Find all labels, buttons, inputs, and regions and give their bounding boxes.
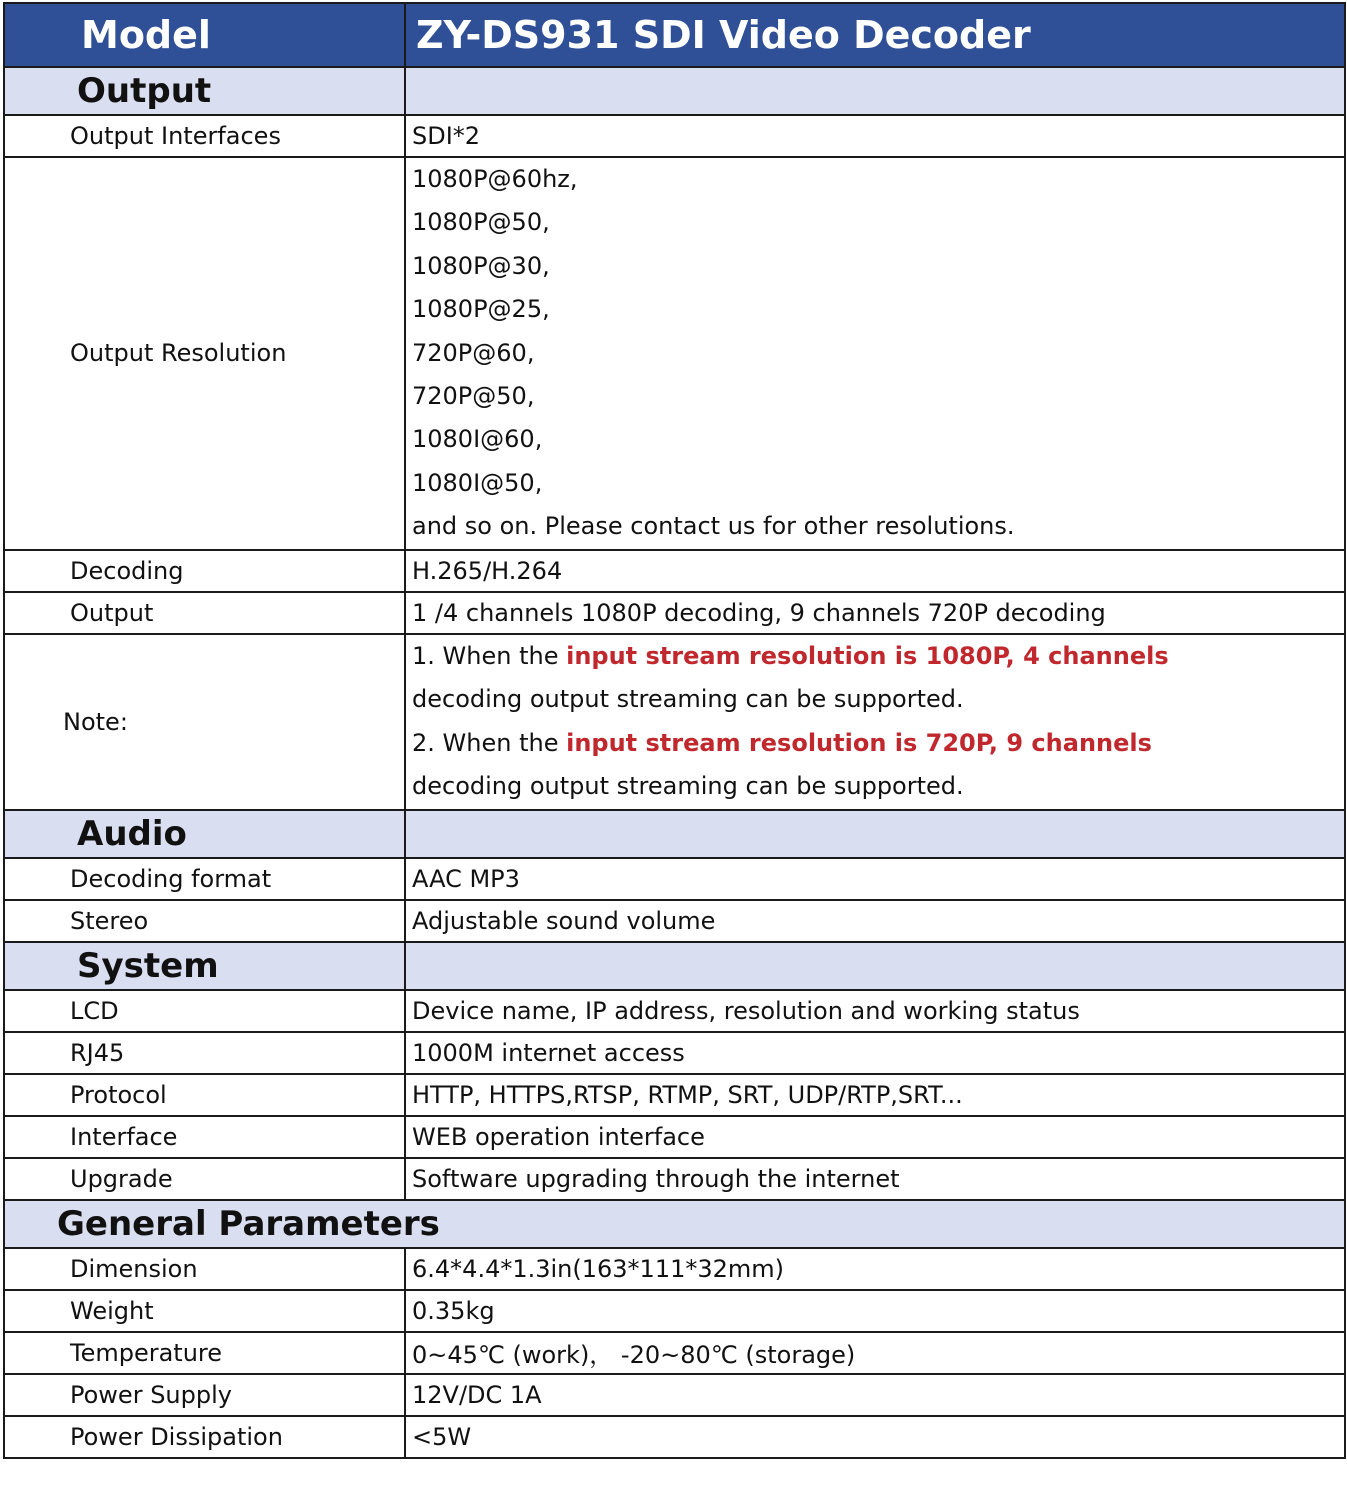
spec-value: 1000M internet access	[405, 1032, 1345, 1074]
spec-label: Power Dissipation	[4, 1416, 405, 1458]
spec-value: SDI*2	[405, 115, 1345, 157]
spec-label: Output Resolution	[4, 157, 405, 550]
spec-label: Note:	[4, 634, 405, 810]
section-title: General Parameters	[4, 1200, 1345, 1248]
spec-value: H.265/H.264	[405, 550, 1345, 592]
resolution-line: 1080I@50,	[412, 468, 543, 497]
spec-value: HTTP, HTTPS,RTSP, RTMP, SRT, UDP/RTP,SRT...	[405, 1074, 1345, 1116]
spec-label: Power Supply	[4, 1374, 405, 1416]
table-row	[4, 550, 1345, 592]
model-label: Model	[4, 3, 405, 67]
spec-value: 1 /4 channels 1080P decoding, 9 channels 720P decoding	[405, 592, 1345, 634]
spec-value: WEB operation interface	[405, 1116, 1345, 1158]
spec-value: <5W	[405, 1416, 1345, 1458]
spec-label: Interface	[4, 1116, 405, 1158]
table-row	[4, 1374, 1345, 1416]
table-row	[4, 900, 1345, 942]
note-text: 1. When the	[412, 641, 567, 670]
note-text: decoding output streaming can be supported.	[412, 685, 964, 714]
table-row	[4, 990, 1345, 1032]
spec-value: Adjustable sound volume	[405, 900, 1345, 942]
note-line	[412, 678, 1344, 722]
header-row	[4, 3, 1345, 67]
spec-label: Temperature	[4, 1332, 405, 1374]
note-text: decoding output streaming can be supported.	[412, 772, 964, 801]
table-row	[4, 157, 1345, 550]
section-empty-cell	[405, 942, 1345, 990]
table-row	[4, 1416, 1345, 1458]
section-title: System	[4, 942, 405, 990]
spec-label: Upgrade	[4, 1158, 405, 1200]
section-title: Audio	[4, 810, 405, 858]
section-empty-cell	[405, 810, 1345, 858]
spec-value: 12V/DC 1A	[405, 1374, 1345, 1416]
table-row	[4, 1158, 1345, 1200]
section-header	[4, 67, 1345, 115]
spec-value: 0~45℃ (work)， -20~80℃ (storage)	[405, 1332, 1345, 1374]
spec-value: Device name, IP address, resolution and working status	[405, 990, 1345, 1032]
model-name: ZY-DS931 SDI Video Decoder	[405, 3, 1345, 67]
spec-label: Protocol	[4, 1074, 405, 1116]
section-title: Output	[4, 67, 405, 115]
resolution-line: 720P@60,	[412, 338, 535, 367]
resolution-line: 720P@50,	[412, 381, 535, 410]
spec-label: Decoding	[4, 550, 405, 592]
note-line	[412, 765, 1344, 809]
table-row	[4, 1032, 1345, 1074]
table-row	[4, 592, 1345, 634]
spec-value: AAC MP3	[405, 858, 1345, 900]
resolution-line: 1080P@25,	[412, 295, 550, 324]
table-row	[4, 115, 1345, 157]
resolution-line: 1080P@60hz,	[412, 165, 578, 193]
spec-label: Output Interfaces	[4, 115, 405, 157]
spec-label: Dimension	[4, 1248, 405, 1290]
note-text: 2. When the	[412, 728, 567, 757]
table-row	[4, 1332, 1345, 1374]
table-row	[4, 1248, 1345, 1290]
section-empty-cell	[405, 67, 1345, 115]
table-row	[4, 634, 1345, 810]
table-row	[4, 1074, 1345, 1116]
spec-value	[405, 157, 1345, 550]
spec-label: Decoding format	[4, 858, 405, 900]
resolution-line: 1080P@30,	[412, 251, 550, 280]
section-header	[4, 942, 1345, 990]
spec-label: Output	[4, 592, 405, 634]
spec-label: LCD	[4, 990, 405, 1032]
table-row	[4, 858, 1345, 900]
note-line	[412, 635, 1344, 679]
section-header	[4, 1200, 1345, 1248]
spec-label: Stereo	[4, 900, 405, 942]
spec-value: Software upgrading through the internet	[405, 1158, 1345, 1200]
resolution-line: 1080P@50,	[412, 208, 550, 237]
note-line	[412, 722, 1344, 766]
spec-table	[3, 2, 1346, 1459]
spec-value	[405, 634, 1345, 810]
spec-value: 6.4*4.4*1.3in(163*111*32mm)	[405, 1248, 1345, 1290]
spec-label: RJ45	[4, 1032, 405, 1074]
resolution-line: 1080I@60,	[412, 425, 543, 454]
table-row	[4, 1290, 1345, 1332]
spec-value: 0.35kg	[405, 1290, 1345, 1332]
note-highlight: input stream resolution is 1080P, 4 channels	[566, 641, 1169, 670]
resolution-line: and so on. Please contact us for other resolutions.	[412, 512, 1015, 541]
table-row	[4, 1116, 1345, 1158]
note-highlight: input stream resolution is 720P, 9 channels	[566, 728, 1152, 757]
spec-label: Weight	[4, 1290, 405, 1332]
section-header	[4, 810, 1345, 858]
